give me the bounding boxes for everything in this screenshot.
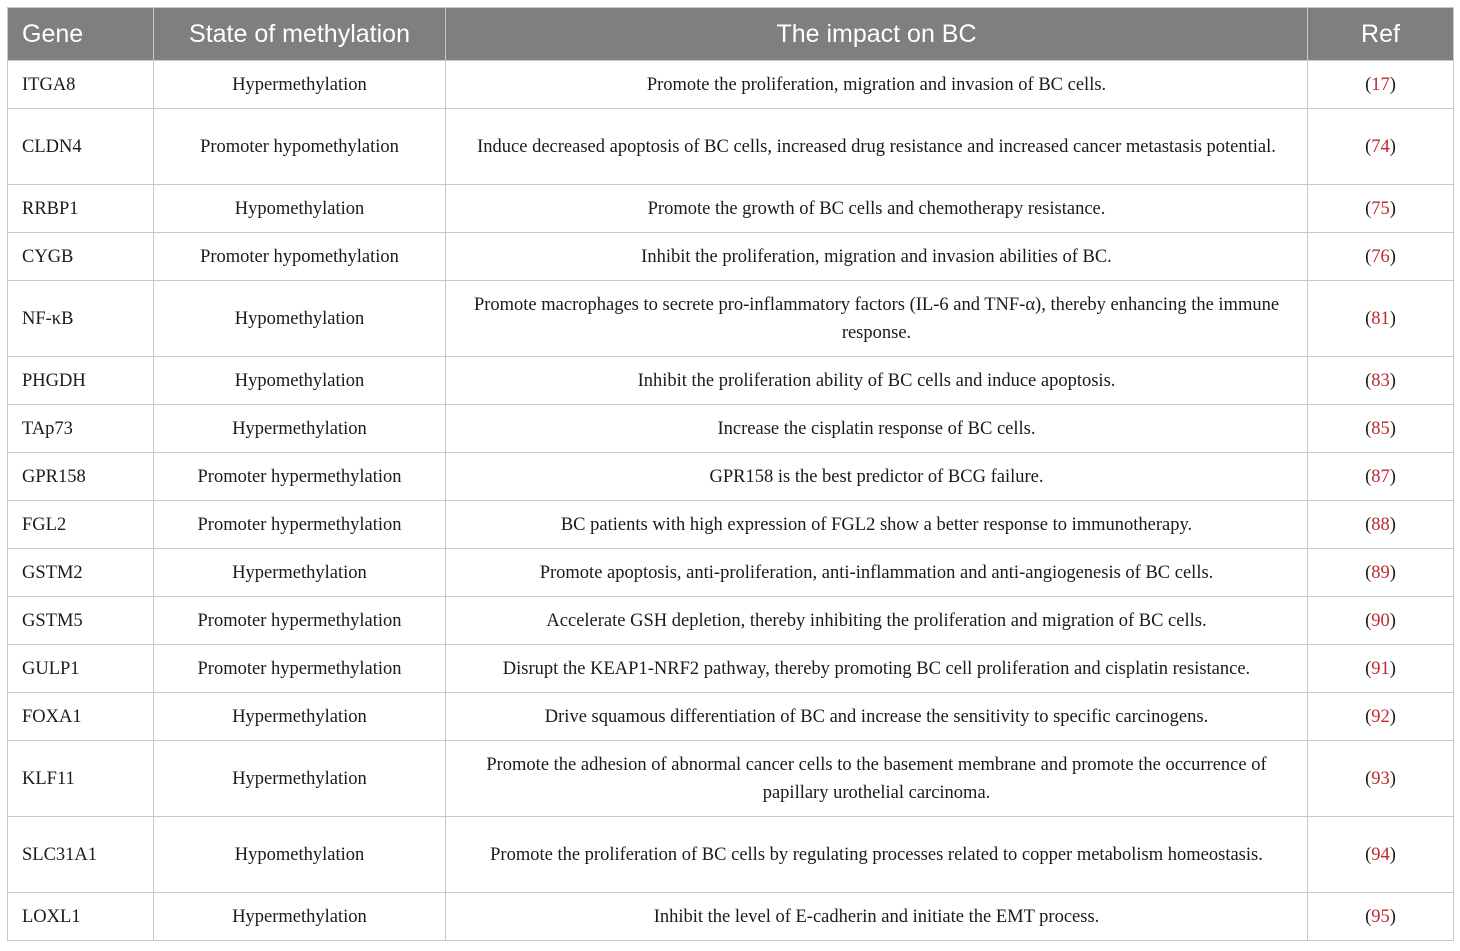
table-row [8, 501, 1454, 549]
header-row [8, 8, 1454, 61]
table-row [8, 185, 1454, 233]
cell-gene: RRBP1 [8, 185, 154, 233]
reference-link[interactable]: 85 [1371, 418, 1390, 439]
table-row [8, 405, 1454, 453]
cell-ref: (95) [1308, 893, 1454, 941]
cell-impact: Inhibit the proliferation ability of BC cells and induce apoptosis. [446, 357, 1308, 405]
cell-ref: (92) [1308, 693, 1454, 741]
table-row [8, 597, 1454, 645]
cell-impact: Disrupt the KEAP1-NRF2 pathway, thereby promoting BC cell proliferation and cisplatin resistance. [446, 645, 1308, 693]
cell-ref: (89) [1308, 549, 1454, 597]
table-header [8, 8, 1454, 61]
cell-gene: GSTM5 [8, 597, 154, 645]
header-state: State of methylation [154, 8, 446, 61]
cell-ref: (88) [1308, 501, 1454, 549]
cell-gene: TAp73 [8, 405, 154, 453]
cell-gene: KLF11 [8, 741, 154, 817]
cell-methylation-state: Hypomethylation [154, 281, 446, 357]
cell-impact: Inhibit the proliferation, migration and invasion abilities of BC. [446, 233, 1308, 281]
cell-impact: Promote the proliferation of BC cells by regulating processes related to copper metabolism homeostasis. [446, 817, 1308, 893]
cell-methylation-state: Hypermethylation [154, 741, 446, 817]
cell-impact: Promote apoptosis, anti-proliferation, anti-inflammation and anti-angiogenesis of BC cells. [446, 549, 1308, 597]
table-row [8, 549, 1454, 597]
table-row [8, 233, 1454, 281]
header-impact: The impact on BC [446, 8, 1308, 61]
header-ref: Ref [1308, 8, 1454, 61]
cell-methylation-state: Promoter hypermethylation [154, 501, 446, 549]
reference-link[interactable]: 88 [1371, 514, 1390, 535]
reference-link[interactable]: 89 [1371, 562, 1390, 583]
cell-ref: (83) [1308, 357, 1454, 405]
reference-link[interactable]: 76 [1371, 246, 1390, 267]
reference-link[interactable]: 81 [1371, 308, 1390, 329]
cell-ref: (85) [1308, 405, 1454, 453]
cell-gene: FGL2 [8, 501, 154, 549]
table-row [8, 281, 1454, 357]
table-row [8, 61, 1454, 109]
table-row [8, 357, 1454, 405]
cell-gene: PHGDH [8, 357, 154, 405]
cell-methylation-state: Promoter hypermethylation [154, 645, 446, 693]
cell-gene: GULP1 [8, 645, 154, 693]
cell-ref: (94) [1308, 817, 1454, 893]
cell-impact: Drive squamous differentiation of BC and increase the sensitivity to specific carcinogens. [446, 693, 1308, 741]
table-row [8, 893, 1454, 941]
cell-ref: (93) [1308, 741, 1454, 817]
cell-impact: BC patients with high expression of FGL2 show a better response to immunotherapy. [446, 501, 1308, 549]
cell-gene: LOXL1 [8, 893, 154, 941]
cell-impact: Inhibit the level of E-cadherin and initiate the EMT process. [446, 893, 1308, 941]
cell-ref: (90) [1308, 597, 1454, 645]
cell-impact: Promote the adhesion of abnormal cancer cells to the basement membrane and promote the occurrence of papillary urothelial carcinoma. [446, 741, 1308, 817]
cell-methylation-state: Promoter hypermethylation [154, 597, 446, 645]
cell-impact: Induce decreased apoptosis of BC cells, increased drug resistance and increased cancer metastasis potential. [446, 109, 1308, 185]
cell-gene: ITGA8 [8, 61, 154, 109]
reference-link[interactable]: 94 [1371, 844, 1390, 865]
cell-impact: Promote the proliferation, migration and invasion of BC cells. [446, 61, 1308, 109]
cell-ref: (76) [1308, 233, 1454, 281]
table-row [8, 645, 1454, 693]
table-row [8, 817, 1454, 893]
cell-methylation-state: Promoter hypomethylation [154, 109, 446, 185]
cell-methylation-state: Hypermethylation [154, 61, 446, 109]
cell-ref: (91) [1308, 645, 1454, 693]
cell-ref: (74) [1308, 109, 1454, 185]
reference-link[interactable]: 95 [1371, 906, 1390, 927]
methylation-table-container [7, 7, 1453, 941]
cell-impact: Promote the growth of BC cells and chemotherapy resistance. [446, 185, 1308, 233]
cell-methylation-state: Hypomethylation [154, 357, 446, 405]
cell-gene: SLC31A1 [8, 817, 154, 893]
reference-link[interactable]: 83 [1371, 370, 1390, 391]
cell-ref: (17) [1308, 61, 1454, 109]
reference-link[interactable]: 87 [1371, 466, 1390, 487]
cell-gene: GPR158 [8, 453, 154, 501]
reference-link[interactable]: 75 [1371, 198, 1390, 219]
table-row [8, 453, 1454, 501]
cell-gene: GSTM2 [8, 549, 154, 597]
cell-methylation-state: Hypermethylation [154, 405, 446, 453]
reference-link[interactable]: 17 [1371, 74, 1390, 95]
cell-gene: FOXA1 [8, 693, 154, 741]
cell-methylation-state: Hypomethylation [154, 817, 446, 893]
reference-link[interactable]: 92 [1371, 706, 1390, 727]
cell-ref: (87) [1308, 453, 1454, 501]
cell-ref: (75) [1308, 185, 1454, 233]
header-gene: Gene [8, 8, 154, 61]
methylation-table [7, 7, 1454, 941]
cell-methylation-state: Promoter hypermethylation [154, 453, 446, 501]
cell-methylation-state: Hypermethylation [154, 693, 446, 741]
cell-methylation-state: Hypermethylation [154, 549, 446, 597]
cell-methylation-state: Hypomethylation [154, 185, 446, 233]
reference-link[interactable]: 90 [1371, 610, 1390, 631]
cell-methylation-state: Hypermethylation [154, 893, 446, 941]
table-row [8, 741, 1454, 817]
table-row [8, 693, 1454, 741]
reference-link[interactable]: 91 [1371, 658, 1390, 679]
table-body [8, 61, 1454, 941]
reference-link[interactable]: 93 [1371, 768, 1390, 789]
cell-gene: CYGB [8, 233, 154, 281]
table-row [8, 109, 1454, 185]
cell-ref: (81) [1308, 281, 1454, 357]
cell-impact: GPR158 is the best predictor of BCG failure. [446, 453, 1308, 501]
cell-methylation-state: Promoter hypomethylation [154, 233, 446, 281]
cell-gene: CLDN4 [8, 109, 154, 185]
cell-impact: Accelerate GSH depletion, thereby inhibiting the proliferation and migration of BC cells. [446, 597, 1308, 645]
cell-gene: NF-κB [8, 281, 154, 357]
cell-impact: Increase the cisplatin response of BC cells. [446, 405, 1308, 453]
reference-link[interactable]: 74 [1371, 136, 1390, 157]
cell-impact: Promote macrophages to secrete pro-inflammatory factors (IL-6 and TNF-α), thereby enhancing the immune response. [446, 281, 1308, 357]
